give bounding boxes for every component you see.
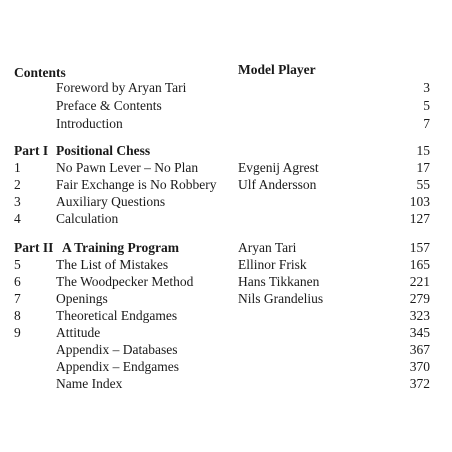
chapter-title: Openings (56, 291, 108, 306)
part2-title: A Training Program (62, 240, 180, 255)
chapter-number: 4 (14, 211, 21, 226)
chapter-number: 8 (14, 308, 21, 323)
chapter-title: The Woodpecker Method (56, 274, 194, 289)
chapter-title: Fair Exchange is No Robbery (56, 177, 217, 192)
chapter-player: Evgenij Agrest (238, 160, 319, 175)
chapter-page: 127 (409, 211, 430, 226)
chapter-number: 3 (14, 194, 21, 209)
front-matter-page: 5 (423, 98, 430, 113)
chapter-page: 221 (409, 274, 430, 289)
chapter-player: Ellinor Frisk (238, 257, 307, 272)
chapter-player: Ulf Andersson (238, 177, 317, 192)
chapter-page: 345 (409, 325, 430, 340)
chapter-player: Nils Grandelius (238, 291, 324, 306)
back-matter-title: Name Index (56, 376, 123, 391)
part2-page: 157 (409, 240, 430, 255)
chapter-number: 6 (14, 274, 21, 289)
chapter-number: 2 (14, 177, 21, 192)
part1-title: Positional Chess (56, 143, 151, 158)
back-matter-title: Appendix – Endgames (56, 359, 179, 374)
front-matter-title: Preface & Contents (56, 98, 162, 113)
back-matter-page: 370 (409, 359, 430, 374)
part1-label: Part I (14, 143, 49, 158)
chapter-number: 1 (14, 160, 21, 175)
part2-player: Aryan Tari (238, 240, 297, 255)
chapter-title: Auxiliary Questions (56, 194, 166, 209)
part1-page: 15 (416, 143, 430, 158)
chapter-title: The List of Mistakes (56, 257, 169, 272)
chapter-player: Hans Tikkanen (238, 274, 320, 289)
chapter-page: 103 (409, 194, 430, 209)
chapter-page: 55 (416, 177, 430, 192)
chapter-title: Calculation (56, 211, 119, 226)
back-matter-page: 367 (409, 342, 430, 357)
front-matter-title: Foreword by Aryan Tari (56, 80, 187, 95)
chapter-title: Theoretical Endgames (56, 308, 178, 323)
part2-label: Part II (14, 240, 54, 255)
front-matter-page: 7 (423, 116, 430, 131)
chapter-number: 9 (14, 325, 21, 340)
chapter-page: 279 (409, 291, 430, 306)
contents-heading: Contents (14, 65, 66, 80)
chapter-page: 165 (409, 257, 430, 272)
chapter-page: 17 (416, 160, 430, 175)
chapter-title: Attitude (56, 325, 101, 340)
chapter-title: No Pawn Lever – No Plan (56, 160, 199, 175)
chapter-number: 5 (14, 257, 21, 272)
back-matter-page: 372 (409, 376, 430, 391)
back-matter-title: Appendix – Databases (56, 342, 178, 357)
chapter-number: 7 (14, 291, 21, 306)
front-matter-title: Introduction (56, 116, 123, 131)
model-player-heading: Model Player (238, 62, 316, 77)
chapter-page: 323 (409, 308, 430, 323)
front-matter-page: 3 (423, 80, 430, 95)
